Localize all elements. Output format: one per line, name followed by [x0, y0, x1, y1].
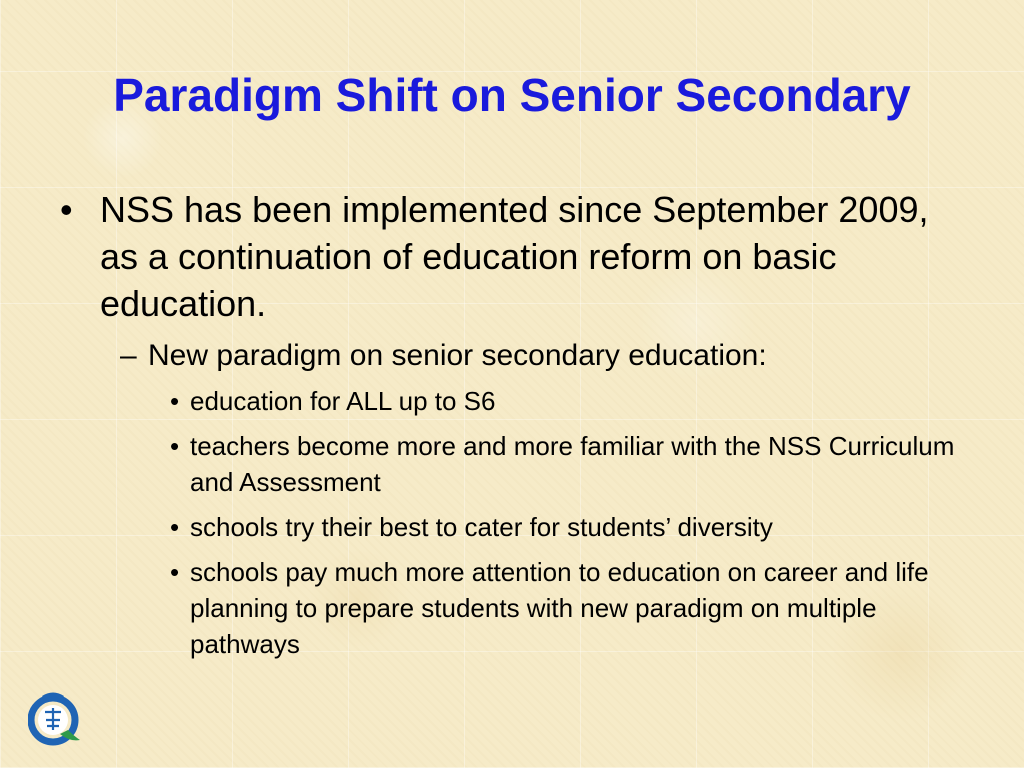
list-item [170, 554, 970, 662]
sub-bullet-item [120, 337, 960, 375]
list-item [170, 428, 970, 500]
bullet-marker: • [170, 557, 180, 587]
list-item-text: education for ALL up to S6 [190, 386, 496, 416]
bullet-marker: • [60, 189, 73, 230]
slide-content [60, 186, 960, 671]
list-item-text: teachers become more and more familiar with the NSS Curriculum and Assessment [190, 431, 955, 497]
sub-item-list [60, 383, 960, 662]
bullet-text: NSS has been implemented since September 2009, as a continuation of education reform on basic education. [100, 189, 929, 324]
list-item-text: schools try their best to cater for students’ diversity [190, 512, 773, 542]
list-item [170, 383, 970, 419]
list-item [170, 509, 970, 545]
school-logo-icon [28, 690, 82, 748]
bullet-marker: • [170, 431, 180, 461]
bullet-marker: • [170, 386, 180, 416]
dash-marker: – [120, 339, 137, 372]
sub-bullet-text: New paradigm on senior secondary education: [148, 339, 767, 372]
bullet-item [60, 186, 955, 327]
slide-title: Paradigm Shift on Senior Secondary [113, 69, 911, 121]
bullet-marker: • [170, 512, 180, 542]
list-item-text: schools pay much more attention to education on career and life planning to prepare students with new paradigm on multiple pathways [190, 557, 929, 659]
